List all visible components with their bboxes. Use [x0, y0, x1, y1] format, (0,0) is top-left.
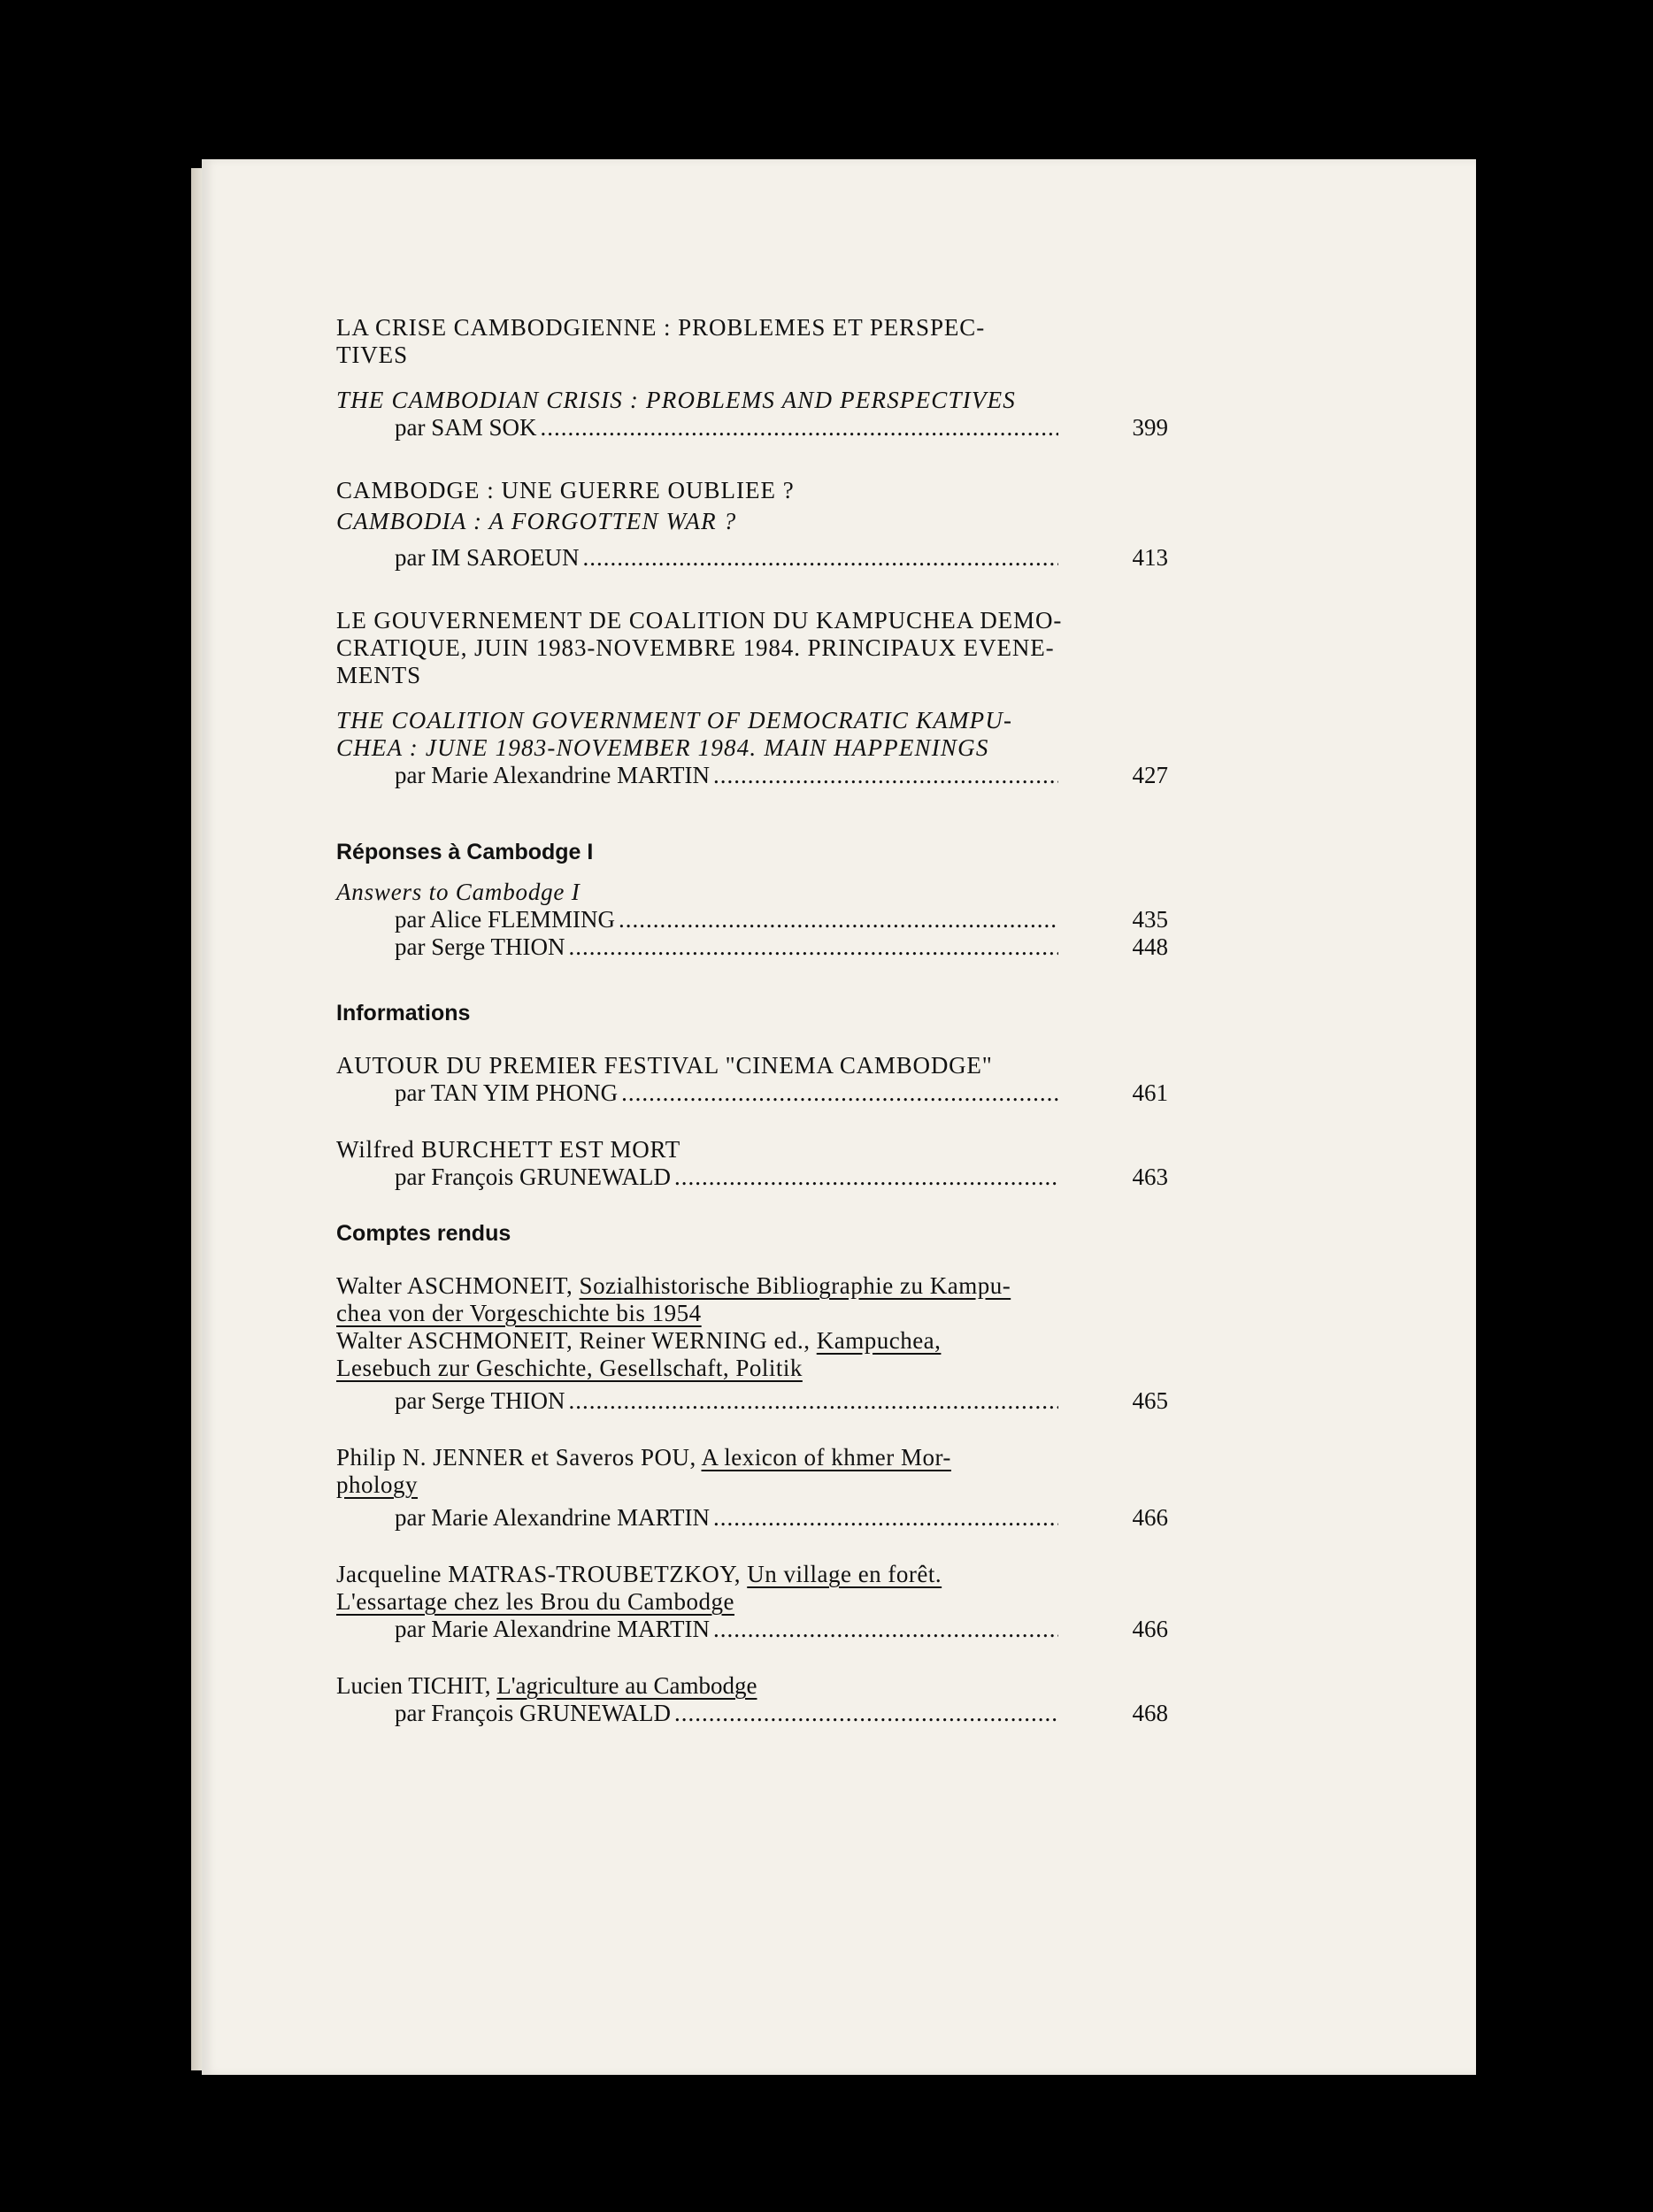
review-author: Walter ASCHMONEIT,	[336, 1272, 580, 1299]
title-en-line2: CHEA : JUNE 1983-NOVEMBER 1984. MAIN HAPPENINGS	[336, 734, 989, 761]
review-title: A lexicon of khmer Mor-	[701, 1444, 951, 1471]
entry-title-en: CAMBODIA : A FORGOTTEN WAR ?	[336, 508, 737, 534]
title-fr-line1: LE GOUVERNEMENT DE COALITION DU KAMPUCHEA DEMO-	[336, 607, 1063, 634]
entry-page-number: 399	[1132, 414, 1168, 441]
entry-page-number: 413	[1132, 544, 1168, 571]
entry-page-number: 468	[1132, 1700, 1168, 1726]
dot-leader	[713, 1616, 1058, 1643]
dot-leader	[674, 1700, 1058, 1727]
toc-entry-coalition-government	[336, 607, 1168, 789]
review-matras-troubetzkoy	[336, 1561, 1168, 1643]
entry-page-number: 427	[1132, 762, 1168, 788]
entry-author: par François GRUNEWALD	[395, 1700, 671, 1726]
entry-author: par Marie Alexandrine MARTIN	[395, 1616, 711, 1642]
review-title-cont: L'essartage chez les Brou du Cambodge	[336, 1588, 734, 1615]
entry-page-number: 435	[1132, 906, 1168, 933]
dot-leader	[541, 414, 1058, 442]
review-title-cont: Lesebuch zur Geschichte, Gesellschaft, Politik	[336, 1355, 803, 1381]
review-author: Lucien TICHIT,	[336, 1672, 497, 1699]
title-fr-line2: TIVES	[336, 342, 408, 368]
table-of-contents	[336, 314, 1168, 1756]
entry-page-number: 465	[1132, 1387, 1168, 1414]
section-heading-informations: Informations	[336, 1001, 471, 1025]
entry-author: par Alice FLEMMING	[395, 906, 615, 933]
entry-title-en	[336, 707, 1168, 762]
review-jenner-pou	[336, 1444, 1168, 1532]
entry-author-line	[336, 1700, 1168, 1727]
review-aschmoneit	[336, 1272, 1168, 1415]
toc-entry-cambodian-crisis	[336, 314, 1168, 442]
entry-author-line	[336, 414, 1168, 442]
entry-page-number: 461	[1132, 1079, 1168, 1106]
entry-author-line	[336, 1387, 1168, 1415]
dot-leader	[713, 762, 1058, 789]
review-citation	[336, 1672, 1168, 1700]
entry-author-line	[336, 1504, 1168, 1532]
entry-title-fr	[336, 607, 1168, 689]
review-author: Philip N. JENNER et Saveros POU,	[336, 1444, 702, 1471]
entry-page-number: 448	[1132, 933, 1168, 960]
review-title: Un village en forêt.	[747, 1561, 942, 1587]
title-fr-line1: LA CRISE CAMBODGIENNE : PROBLEMES ET PERSPEC-	[336, 314, 986, 341]
entry-page-number: 466	[1132, 1616, 1168, 1642]
title-fr-line3: MENTS	[336, 662, 422, 688]
entry-author: par SAM SOK	[395, 414, 537, 441]
entry-author: par Serge THION	[395, 1387, 565, 1414]
entry-author-line	[336, 544, 1168, 572]
review-tichit	[336, 1672, 1168, 1727]
section-heading-reponses: Réponses à Cambodge I	[336, 840, 594, 864]
review-citation	[336, 1444, 1168, 1499]
entry-title-en: THE CAMBODIAN CRISIS : PROBLEMS AND PERSPECTIVES	[336, 387, 1017, 413]
entry-page-number: 463	[1132, 1164, 1168, 1190]
review-title: L'agriculture au Cambodge	[496, 1672, 757, 1699]
entry-author-line	[336, 1079, 1168, 1107]
review-title: Sozialhistorische Bibliographie zu Kampu-	[579, 1272, 1011, 1299]
dot-leader	[674, 1164, 1058, 1191]
review-author: Jacqueline MATRAS-TROUBETZKOY,	[336, 1561, 748, 1587]
dot-leader	[619, 906, 1058, 933]
toc-entry-burchett	[336, 1136, 1168, 1191]
entry-author: par François GRUNEWALD	[395, 1164, 671, 1190]
review-title-cont: phology	[336, 1471, 419, 1498]
entry-title: AUTOUR DU PREMIER FESTIVAL "CINEMA CAMBODGE"	[336, 1052, 993, 1079]
entry-author-line	[336, 762, 1168, 789]
toc-entry-festival	[336, 1052, 1168, 1107]
review-title: Kampuchea,	[816, 1327, 942, 1354]
dot-leader	[583, 544, 1059, 572]
entry-author-line	[336, 906, 1168, 933]
entry-page-number: 466	[1132, 1504, 1168, 1531]
entry-author: par TAN YIM PHONG	[395, 1079, 619, 1106]
dot-leader	[621, 1079, 1058, 1107]
dot-leader	[713, 1504, 1058, 1532]
entry-author: par Marie Alexandrine MARTIN	[395, 762, 711, 788]
section-subtitle: Answers to Cambodge I	[336, 879, 580, 905]
section-heading-comptes-rendus: Comptes rendus	[336, 1221, 511, 1246]
entry-author: par Serge THION	[395, 933, 565, 960]
entry-author-line	[336, 1164, 1168, 1191]
entry-author-line	[336, 1616, 1168, 1643]
review-title-cont: chea von der Vorgeschichte bis 1954	[336, 1300, 702, 1326]
entry-author-line	[336, 933, 1168, 961]
dot-leader	[568, 933, 1058, 961]
entry-title: Wilfred BURCHETT EST MORT	[336, 1136, 681, 1163]
entry-author: par Marie Alexandrine MARTIN	[395, 1504, 711, 1531]
entry-author: par IM SAROEUN	[395, 544, 580, 571]
entry-title-fr: CAMBODGE : UNE GUERRE OUBLIEE ?	[336, 477, 795, 503]
review-author: Walter ASCHMONEIT, Reiner WERNING ed.,	[336, 1327, 817, 1354]
dot-leader	[568, 1387, 1058, 1415]
review-citation	[336, 1561, 1168, 1616]
entry-title-fr	[336, 314, 1168, 369]
title-en-line1: THE COALITION GOVERNMENT OF DEMOCRATIC KAMPU-	[336, 707, 1013, 733]
review-citation	[336, 1272, 1168, 1382]
toc-entry-forgotten-war	[336, 477, 1168, 572]
title-fr-line2: CRATIQUE, JUIN 1983-NOVEMBRE 1984. PRINCIPAUX EVENE-	[336, 634, 1055, 661]
